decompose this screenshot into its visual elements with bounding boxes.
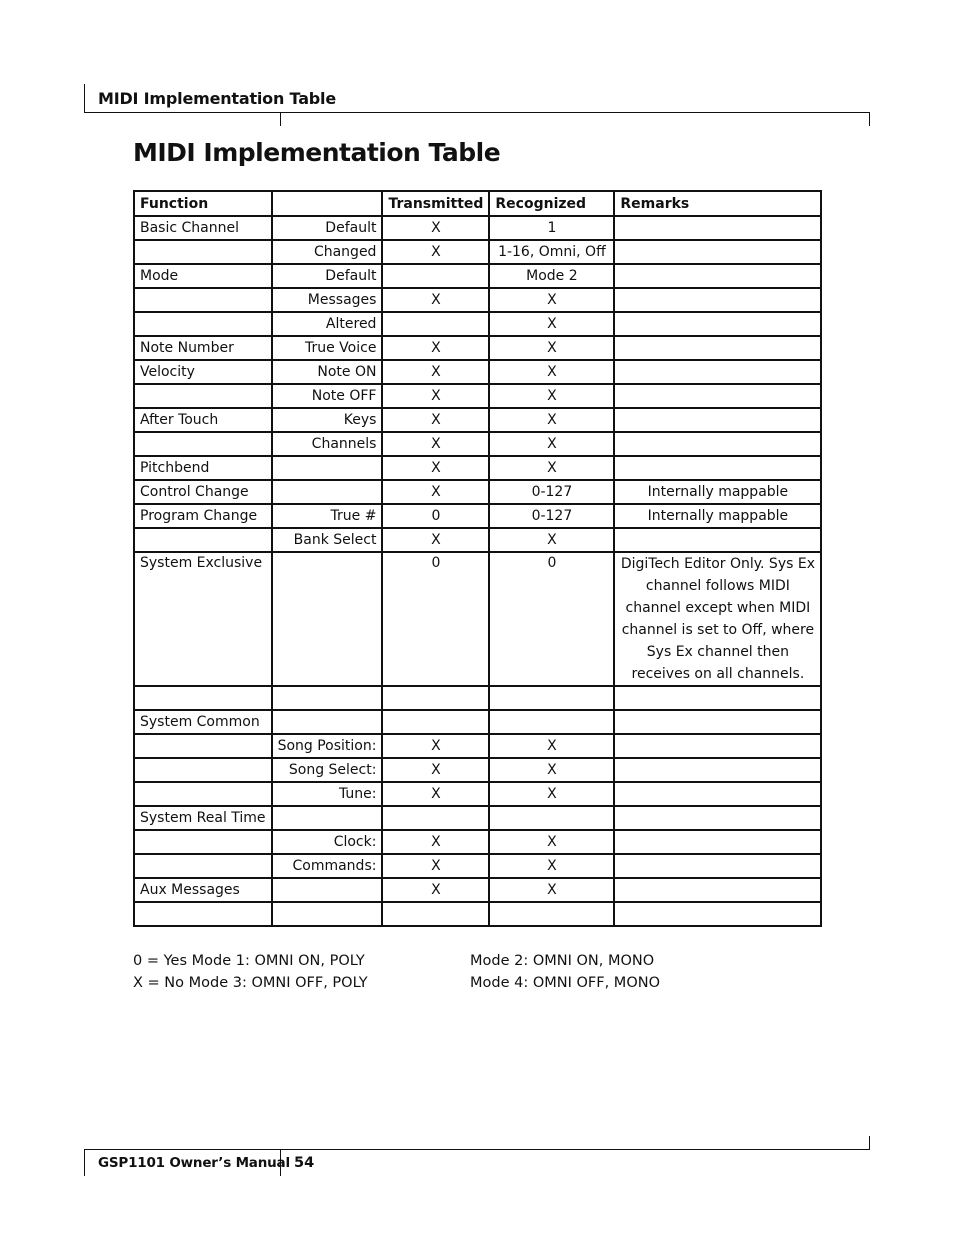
cell-function: Basic Channel bbox=[134, 216, 272, 240]
cell-remarks bbox=[614, 384, 821, 408]
cell-transmitted: X bbox=[382, 432, 489, 456]
cell-function bbox=[134, 782, 272, 806]
table-row bbox=[134, 216, 821, 240]
cell-transmitted bbox=[382, 710, 489, 734]
cell-remarks bbox=[614, 782, 821, 806]
midi-implementation-table bbox=[133, 190, 822, 927]
table-row bbox=[134, 758, 821, 782]
cell-subfunction bbox=[272, 480, 383, 504]
cell-recognized: X bbox=[489, 528, 614, 552]
cell-function: Velocity bbox=[134, 360, 272, 384]
cell-transmitted: X bbox=[382, 216, 489, 240]
cell-subfunction: True # bbox=[272, 504, 383, 528]
cell-subfunction bbox=[272, 902, 383, 926]
cell-function: System Real Time bbox=[134, 806, 272, 830]
table-row bbox=[134, 806, 821, 830]
cell-remarks bbox=[614, 734, 821, 758]
cell-function: Aux Messages bbox=[134, 878, 272, 902]
cell-remarks bbox=[614, 408, 821, 432]
header-center-tick bbox=[280, 112, 281, 126]
cell-transmitted: X bbox=[382, 360, 489, 384]
cell-subfunction: Keys bbox=[272, 408, 383, 432]
table-row bbox=[134, 264, 821, 288]
table-row bbox=[134, 830, 821, 854]
table-row bbox=[134, 432, 821, 456]
cell-subfunction bbox=[272, 710, 383, 734]
cell-transmitted: X bbox=[382, 734, 489, 758]
cell-function bbox=[134, 384, 272, 408]
cell-function bbox=[134, 854, 272, 878]
cell-subfunction bbox=[272, 806, 383, 830]
cell-recognized: X bbox=[489, 312, 614, 336]
cell-recognized: 0-127 bbox=[489, 504, 614, 528]
cell-function: Pitchbend bbox=[134, 456, 272, 480]
cell-function: Program Change bbox=[134, 504, 272, 528]
footer-left-vertical-rule bbox=[84, 1149, 85, 1176]
cell-subfunction: Changed bbox=[272, 240, 383, 264]
legend-no-mode3: X = No Mode 3: OMNI OFF, POLY bbox=[133, 975, 368, 991]
cell-transmitted: X bbox=[382, 528, 489, 552]
footer-manual-title: GSP1101 Owner’s Manual bbox=[98, 1155, 290, 1171]
cell-transmitted: X bbox=[382, 384, 489, 408]
table-row bbox=[134, 854, 821, 878]
cell-function bbox=[134, 528, 272, 552]
table-row bbox=[134, 504, 821, 528]
table-row bbox=[134, 360, 821, 384]
cell-remarks bbox=[614, 432, 821, 456]
cell-recognized: X bbox=[489, 432, 614, 456]
cell-subfunction: Default bbox=[272, 264, 383, 288]
cell-subfunction: Bank Select bbox=[272, 528, 383, 552]
cell-transmitted: X bbox=[382, 758, 489, 782]
cell-remarks bbox=[614, 686, 821, 710]
cell-function bbox=[134, 686, 272, 710]
table-row bbox=[134, 782, 821, 806]
cell-transmitted: X bbox=[382, 782, 489, 806]
cell-function: System Common bbox=[134, 710, 272, 734]
cell-recognized bbox=[489, 806, 614, 830]
cell-transmitted bbox=[382, 312, 489, 336]
cell-remarks bbox=[614, 902, 821, 926]
cell-remarks bbox=[614, 758, 821, 782]
cell-subfunction: Clock: bbox=[272, 830, 383, 854]
cell-function bbox=[134, 902, 272, 926]
table-row bbox=[134, 288, 821, 312]
cell-remarks bbox=[614, 288, 821, 312]
cell-recognized: 0 bbox=[489, 552, 614, 686]
cell-recognized: X bbox=[489, 288, 614, 312]
table-row bbox=[134, 552, 821, 686]
cell-remarks bbox=[614, 528, 821, 552]
header-right-tick bbox=[869, 112, 870, 126]
cell-transmitted bbox=[382, 902, 489, 926]
cell-transmitted: X bbox=[382, 408, 489, 432]
cell-subfunction: Channels bbox=[272, 432, 383, 456]
cell-recognized bbox=[489, 902, 614, 926]
page-title: MIDI Implementation Table bbox=[133, 138, 501, 167]
cell-subfunction: Commands: bbox=[272, 854, 383, 878]
cell-transmitted: X bbox=[382, 830, 489, 854]
header-left-vertical-rule bbox=[84, 84, 85, 113]
cell-transmitted: 0 bbox=[382, 504, 489, 528]
cell-subfunction: Messages bbox=[272, 288, 383, 312]
cell-remarks bbox=[614, 854, 821, 878]
cell-transmitted bbox=[382, 264, 489, 288]
cell-transmitted bbox=[382, 806, 489, 830]
column-header-sub bbox=[272, 191, 383, 216]
table-row bbox=[134, 528, 821, 552]
running-head-title: MIDI Implementation Table bbox=[98, 89, 336, 108]
table-row bbox=[134, 336, 821, 360]
cell-recognized: 1 bbox=[489, 216, 614, 240]
cell-subfunction: Song Select: bbox=[272, 758, 383, 782]
footer-horizontal-rule bbox=[84, 1149, 870, 1150]
table-row bbox=[134, 312, 821, 336]
table-row bbox=[134, 240, 821, 264]
table-row bbox=[134, 456, 821, 480]
cell-remarks bbox=[614, 360, 821, 384]
cell-recognized bbox=[489, 710, 614, 734]
cell-remarks bbox=[614, 710, 821, 734]
cell-recognized: X bbox=[489, 782, 614, 806]
legend-mode2: Mode 2: OMNI ON, MONO bbox=[470, 953, 655, 969]
cell-remarks bbox=[614, 878, 821, 902]
page-number: 54 bbox=[294, 1155, 315, 1171]
cell-transmitted: X bbox=[382, 878, 489, 902]
table-row bbox=[134, 878, 821, 902]
table-body bbox=[134, 216, 821, 926]
cell-transmitted: X bbox=[382, 336, 489, 360]
cell-recognized: 0-127 bbox=[489, 480, 614, 504]
cell-remarks: Internally mappable bbox=[614, 480, 821, 504]
cell-function: System Exclusive bbox=[134, 552, 272, 686]
legend-row bbox=[133, 950, 693, 972]
cell-function bbox=[134, 288, 272, 312]
cell-subfunction: Tune: bbox=[272, 782, 383, 806]
cell-transmitted: X bbox=[382, 456, 489, 480]
cell-subfunction: True Voice bbox=[272, 336, 383, 360]
cell-subfunction bbox=[272, 456, 383, 480]
table-row bbox=[134, 686, 821, 710]
cell-remarks bbox=[614, 216, 821, 240]
cell-subfunction: Default bbox=[272, 216, 383, 240]
cell-function: Mode bbox=[134, 264, 272, 288]
cell-recognized: X bbox=[489, 758, 614, 782]
cell-function bbox=[134, 734, 272, 758]
cell-function: Note Number bbox=[134, 336, 272, 360]
cell-transmitted: X bbox=[382, 854, 489, 878]
header-horizontal-rule bbox=[84, 112, 870, 113]
legend-mode4: Mode 4: OMNI OFF, MONO bbox=[470, 975, 660, 991]
cell-remarks: Internally mappable bbox=[614, 504, 821, 528]
cell-function bbox=[134, 758, 272, 782]
column-header-remarks: Remarks bbox=[614, 191, 821, 216]
cell-remarks bbox=[614, 336, 821, 360]
cell-transmitted: X bbox=[382, 240, 489, 264]
cell-function bbox=[134, 432, 272, 456]
cell-subfunction: Note OFF bbox=[272, 384, 383, 408]
cell-remarks bbox=[614, 806, 821, 830]
footer-right-tick bbox=[869, 1136, 870, 1150]
cell-remarks bbox=[614, 456, 821, 480]
cell-function bbox=[134, 240, 272, 264]
cell-subfunction bbox=[272, 686, 383, 710]
legend bbox=[133, 950, 693, 994]
table-row bbox=[134, 710, 821, 734]
cell-function bbox=[134, 312, 272, 336]
cell-function: Control Change bbox=[134, 480, 272, 504]
cell-recognized: X bbox=[489, 734, 614, 758]
legend-row bbox=[133, 972, 693, 994]
cell-recognized: X bbox=[489, 854, 614, 878]
cell-subfunction: Song Position: bbox=[272, 734, 383, 758]
column-header-recognized: Recognized bbox=[489, 191, 614, 216]
cell-recognized: X bbox=[489, 360, 614, 384]
cell-transmitted bbox=[382, 686, 489, 710]
table-row bbox=[134, 408, 821, 432]
cell-transmitted: 0 bbox=[382, 552, 489, 686]
cell-subfunction: Altered bbox=[272, 312, 383, 336]
cell-recognized bbox=[489, 686, 614, 710]
cell-recognized: Mode 2 bbox=[489, 264, 614, 288]
cell-remarks bbox=[614, 240, 821, 264]
table-row bbox=[134, 384, 821, 408]
cell-function bbox=[134, 830, 272, 854]
cell-recognized: X bbox=[489, 408, 614, 432]
table-header-row bbox=[134, 191, 821, 216]
table-row bbox=[134, 902, 821, 926]
cell-recognized: 1-16, Omni, Off bbox=[489, 240, 614, 264]
table-row bbox=[134, 480, 821, 504]
cell-subfunction: Note ON bbox=[272, 360, 383, 384]
column-header-transmitted: Transmitted bbox=[382, 191, 489, 216]
column-header-function: Function bbox=[134, 191, 272, 216]
cell-remarks: DigiTech Editor Only. Sys Ex channel follows MIDI channel except when MIDI channel is set to Off, where Sys Ex channel then receives on all channels. bbox=[614, 552, 821, 686]
cell-subfunction bbox=[272, 552, 383, 686]
cell-recognized: X bbox=[489, 878, 614, 902]
cell-subfunction bbox=[272, 878, 383, 902]
table-row bbox=[134, 734, 821, 758]
cell-recognized: X bbox=[489, 384, 614, 408]
cell-remarks bbox=[614, 264, 821, 288]
cell-recognized: X bbox=[489, 830, 614, 854]
cell-remarks bbox=[614, 312, 821, 336]
legend-yes-mode1: 0 = Yes Mode 1: OMNI ON, POLY bbox=[133, 953, 365, 969]
cell-transmitted: X bbox=[382, 480, 489, 504]
cell-remarks bbox=[614, 830, 821, 854]
cell-recognized: X bbox=[489, 456, 614, 480]
cell-function: After Touch bbox=[134, 408, 272, 432]
cell-recognized: X bbox=[489, 336, 614, 360]
cell-transmitted: X bbox=[382, 288, 489, 312]
